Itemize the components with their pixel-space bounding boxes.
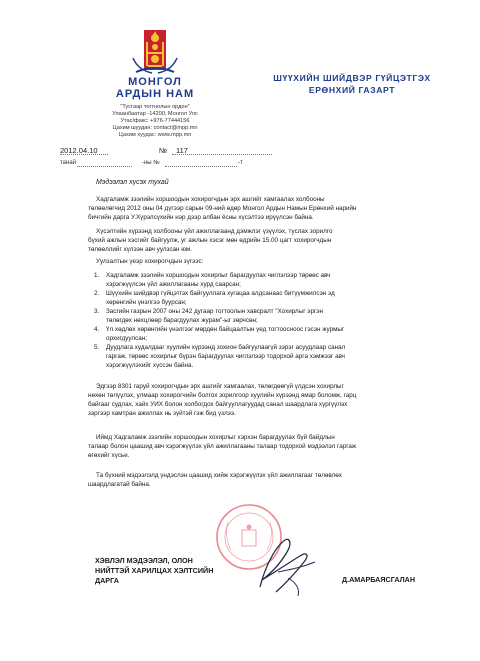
list-item — [88, 344, 443, 371]
handwritten-signature — [240, 532, 330, 602]
list-line: Хадгаламж зээлийн хоршоодын хохирлыг барагдуулах чиглэлээр төрөөс авч — [106, 272, 331, 279]
party-name — [95, 76, 215, 100]
list-line: Үл хөдлөх хөрөнгийн үнэлгээг мөрдөн байцаалтын үед тогтоосноос гэсэн журмыг — [106, 326, 345, 333]
date-underline — [60, 154, 108, 155]
list-number: 4. — [94, 326, 100, 333]
list-line: хөрөнгийн үнэлгээ буурсан; — [106, 298, 187, 306]
letter-number: 117 — [176, 146, 188, 155]
list-line: Дуудлага худалдааг хуулийн хүрээнд зохион байгуулаагүй зэрэг асуудлаар санал — [106, 344, 346, 351]
recipient-line2: ЕРӨНХИЙ ГАЗАРТ — [308, 85, 396, 95]
paragraph-line: Та бүхний мэдээлэлд үндэслэн цаашид хийж хэрэгжүүлэх үйл ажиллагааг төлөвлөх — [96, 472, 342, 479]
address-line: Улаанбаатар -14200, Монгол Улс — [112, 111, 198, 117]
signatory-title-line: НИЙТТЭЙ ХАРИЛЦАХ ХЭЛТСИЙН — [95, 565, 214, 575]
paragraph-4 — [88, 383, 443, 419]
signatory-name: Д.АМАРБАЯСГАЛАН — [342, 575, 416, 584]
party-name-line1: МОНГОЛ — [128, 76, 182, 88]
paragraph-line: төлөөлөгчид 2012 оны 04 дүгээр сарын 09-ний өдөр Монгол Ардын Намын Ерөнхий нарийн — [88, 204, 357, 212]
paragraph-line: Хүсэлтийн хүрээнд холбооны үйл ажиллагаанд дэмжлэг үзүүлэх, туслах зорилго — [96, 228, 333, 235]
paragraph-line: Хадгаламж зээлийн хоршоодын хохирогчдын эрх ашгийг хамгаалах холбооны — [96, 196, 325, 203]
list-line: хэрэгжүүлэхийг хүссэн байна. — [106, 361, 194, 369]
reference-line — [60, 160, 243, 170]
paragraph-5 — [88, 434, 443, 461]
list-number: 5. — [94, 344, 100, 351]
address-line: Цахим шуудан: contact@mpp.mn — [112, 125, 198, 131]
recipient-line1: ШҮҮХИЙН ШИЙДВЭР ГҮЙЦЭТГЭХ — [273, 73, 431, 83]
signatory-title-line: ДАРГА — [95, 575, 119, 585]
list-intro — [88, 258, 443, 267]
paragraph-line: зэргээр хамтран ажиллах нь зүйтэй гэж бид үзлээ. — [88, 409, 236, 417]
ref-t: -т — [238, 160, 243, 166]
ref-dots — [77, 166, 132, 167]
ref-dots — [165, 166, 237, 167]
list-line: Засгийн газрын 2007 оны 242 дугаар тогтоолын хавсралт "Хохирлыг эргэн — [106, 308, 323, 315]
number-underline — [172, 154, 272, 155]
letter-date: 2012.04.10 — [60, 146, 98, 155]
paragraph-2 — [88, 228, 443, 255]
list-line: төлөгдөх нөхцлөөр барагдуулах журам"-ыг зөрчсөн; — [106, 316, 258, 324]
number-label: № — [159, 146, 168, 155]
list-number: 2. — [94, 290, 100, 297]
paragraph-line: шаардлагатай байна. — [88, 480, 151, 488]
paragraph-line: бүхий ажлын хэсгийг байгуулж, уг ажлын хэсэг мөн өдрийн 15.00 цагт хохирогчдын — [88, 236, 332, 244]
list-item — [88, 326, 443, 344]
party-address — [100, 104, 210, 139]
paragraph-line: Уулзалтын үеэр хохирогчдын зүгээс: — [96, 258, 204, 265]
paragraph-line: нөхөн төлүүлэх, улмаар хохирогчийн болгох зорилгоор хуулийн хүрээнд ямар боломж, гарц — [88, 391, 357, 399]
paragraph-line: өгөхийг хүсье. — [88, 451, 130, 459]
ref-tanai: танай — [60, 160, 77, 166]
list-number: 3. — [94, 308, 100, 315]
list-number: 1. — [94, 272, 100, 279]
recipient-heading — [262, 72, 442, 96]
paragraph-line: талаар болон цаашид авч хэрэгжүүлэх үйл ажиллагааны талаар тодорхой мэдээлэл гаргаж — [88, 442, 357, 450]
ref-no: -ны № — [142, 160, 160, 166]
paragraph-6 — [88, 472, 443, 490]
soyombo-emblem-logo — [130, 28, 180, 74]
paragraph-line: Эдгээр 8301 гаруй хохирогчдын эрх ашгийг хамгаалах, төлөгдөөгүй үлдсэн хохирлыг — [96, 383, 344, 390]
signatory-title — [95, 556, 213, 585]
paragraph-line: төлөөллийг хүлээн авч уулзсан юм. — [88, 245, 192, 253]
list-item — [88, 308, 443, 326]
address-line: Цахим хуудас: www.mpp.mn — [118, 132, 192, 138]
list-line: гаргаж, төрөөс хохирлыг бүрэн барагдуулах чиглэлээр тодорхой арга хэмжээг авч — [106, 352, 345, 360]
list-line: Шүүхийн шийдвэр гүйцэтгэх байгууллага хугацаа алдсанаас битүүмжилсэн эд — [106, 290, 335, 297]
list-line: хэрэгжүүлсэн үйл ажиллагааны хурд саарсан; — [106, 280, 241, 288]
address-line: "Тусгаар тогтнолын ордон" — [120, 104, 190, 110]
party-name-line2: АРДЫН НАМ — [115, 88, 195, 100]
date-number-line — [60, 146, 360, 158]
paragraph-line: байгааг судлах, хайх УИХ болон холбогдох байгууллагуудад санал шаардлага хүргүүлэх — [88, 400, 348, 408]
list-item — [88, 290, 443, 308]
list-line: орхигдуулсан; — [106, 334, 147, 342]
paragraph-line: Иймд Хадгаламж зээлийн хоршоодын хохирлыг хэрхэн барагдуулах бүй байдлын — [96, 434, 335, 441]
address-line: Утас/факс: +976-77444156 — [120, 118, 190, 124]
list-item — [88, 272, 443, 290]
letter-subject: Мэдээлэл хүсэх тухай — [96, 179, 169, 186]
paragraph-line: бичгийн дарга У.Хүрэлсүхийн нэр дээр албан ёсны хүсэлтээ ирүүлсэн байна. — [88, 213, 314, 221]
paragraph-1 — [88, 196, 443, 223]
signatory-title-line: ХЭВЛЭЛ МЭДЭЭЛЭЛ, ОЛОН — [95, 556, 193, 565]
